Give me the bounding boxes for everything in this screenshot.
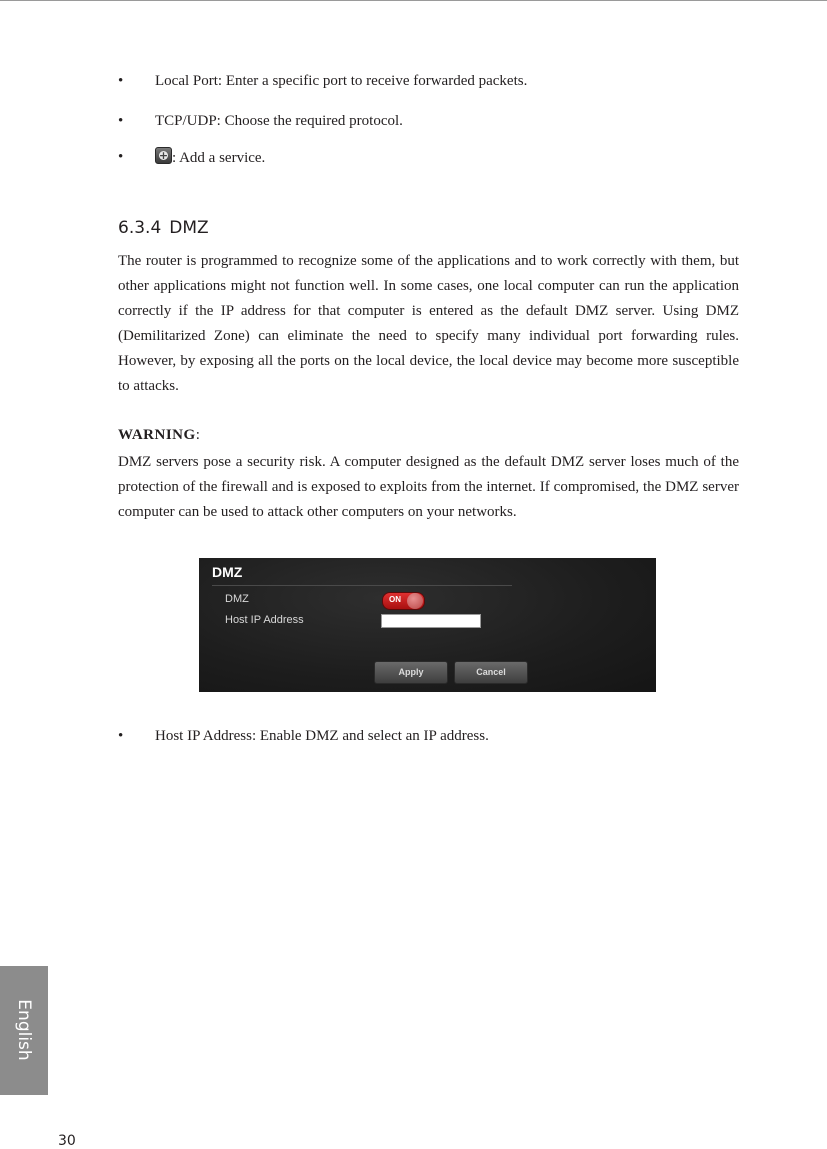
top-rule [0, 0, 827, 1]
bullet-text: : Add a service. [172, 150, 266, 166]
bullet-text-wrapper [155, 147, 265, 168]
host-ip-input[interactable] [381, 614, 481, 628]
dmz-toggle[interactable] [382, 592, 425, 610]
language-side-tab [0, 966, 48, 1095]
toggle-state: ON [389, 595, 401, 604]
bullet-dot: • [118, 113, 124, 129]
toggle-knob [407, 593, 423, 609]
section-title: DMZ [169, 218, 209, 238]
bullet-text: Local Port: Enter a specific port to receive forwarded packets. [155, 73, 528, 89]
cancel-button[interactable]: Cancel [454, 661, 528, 684]
bullet-dot: • [118, 149, 124, 165]
warning-heading [118, 425, 200, 445]
apply-button[interactable]: Apply [374, 661, 448, 684]
warning-colon: : [195, 427, 200, 443]
bullet-dot: • [118, 73, 124, 89]
language-label: English [14, 999, 34, 1061]
section-heading [118, 218, 209, 238]
panel-divider [212, 585, 512, 586]
add-service-icon [155, 147, 172, 164]
intro-paragraph: The router is programmed to recognize some of the applications and to work correctly with them, but other applications might not function well. In some cases, one local computer can run the application correctly if the IP address for that computer is entered as the default DMZ server. Using DMZ (Demilitarized Zone) can eliminate the need to specify many individual port forwarding rules. However, by exposing all the ports on the local device, the local device may become more susceptible to attacks. [118, 253, 739, 394]
bullet-text: TCP/UDP: Choose the required protocol. [155, 113, 403, 129]
page-number: 30 [58, 1133, 76, 1149]
host-ip-label: Host IP Address [225, 614, 304, 626]
panel-title: DMZ [212, 564, 243, 580]
bullet-dot: • [118, 728, 124, 744]
dmz-settings-screenshot [199, 558, 656, 692]
dmz-label: DMZ [225, 593, 249, 605]
bullet-text: Host IP Address: Enable DMZ and select an IP address. [155, 728, 489, 744]
warning-paragraph: DMZ servers pose a security risk. A computer designed as the default DMZ server loses much of the protection of the firewall and is exposed to exploits from the internet. If compromised, the DMZ server computer can be used to attack other computers on your networks. [118, 454, 739, 520]
section-number: 6.3.4 [118, 218, 162, 238]
warning-label: WARNING [118, 427, 196, 443]
